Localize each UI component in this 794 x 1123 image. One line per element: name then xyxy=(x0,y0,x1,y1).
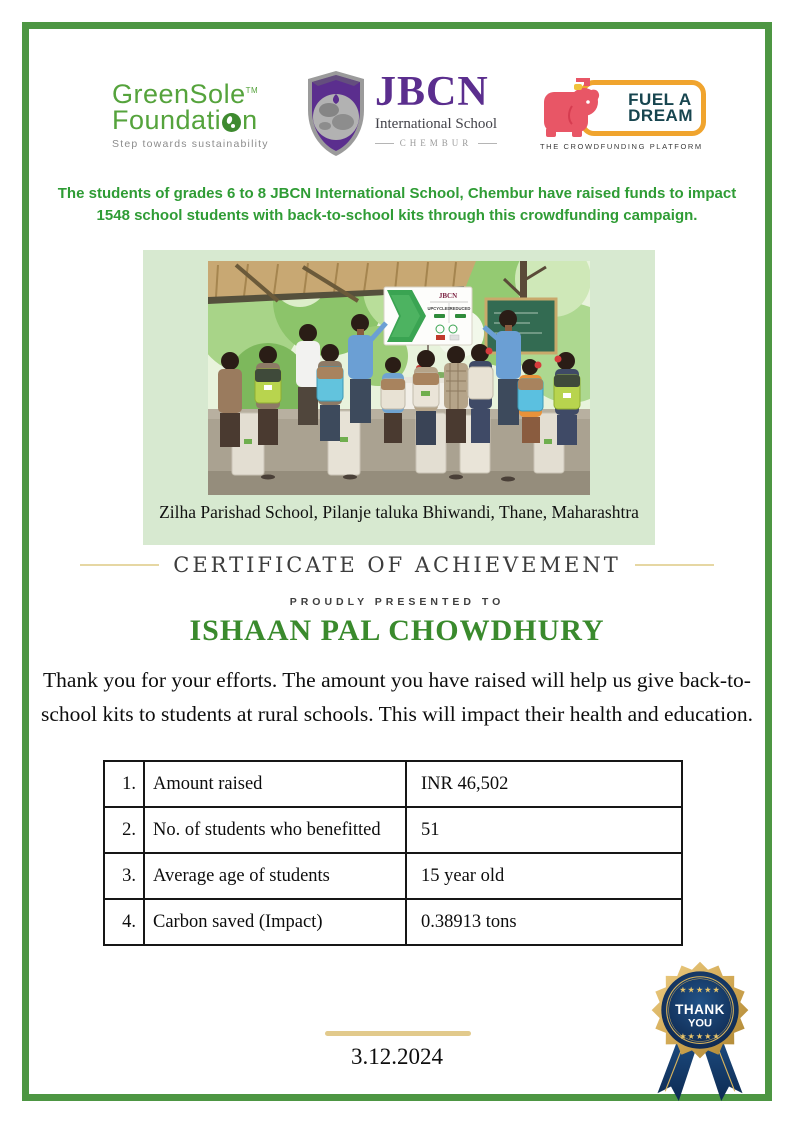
row-label: Average age of students xyxy=(144,853,406,899)
jbcn-acronym: JBCN xyxy=(375,69,489,115)
banner-col1-text: UPCYCLED xyxy=(427,306,451,311)
greensole-foundation-logo xyxy=(112,78,272,150)
jbcn-school-name: International School xyxy=(375,116,498,132)
certificate-title-row xyxy=(80,553,714,577)
banner-brand-text: JBCN xyxy=(438,292,458,300)
fueladream-wordmark xyxy=(628,92,693,124)
jbcn-campus xyxy=(375,138,497,148)
trademark-symbol: TM xyxy=(245,86,259,95)
foundation-text-post: n xyxy=(242,105,258,135)
title-rule-right xyxy=(635,564,714,566)
thank-you-message xyxy=(30,663,764,731)
jbcn-campus-text: CHEMBUR xyxy=(399,138,473,148)
certificate-title: CERTIFICATE OF ACHIEVEMENT xyxy=(173,553,621,577)
fueladream-line2: DREAM xyxy=(628,106,693,125)
thank-you-badge xyxy=(642,950,758,1105)
row-value: 15 year old xyxy=(406,853,682,899)
row-value: 0.38913 tons xyxy=(406,899,682,945)
row-value: 51 xyxy=(406,807,682,853)
row-label: Amount raised xyxy=(144,761,406,807)
row-label: No. of students who benefitted xyxy=(144,807,406,853)
jbcn-text-block xyxy=(375,70,497,158)
greensole-wordmark: GreenSole xyxy=(112,79,246,109)
greensole-name xyxy=(112,78,272,107)
campaign-statement-line1: The students of grades 6 to 8 JBCN International School, Chembur have raised funds to impact xyxy=(57,185,737,202)
recipient-name: ISHAAN PAL CHOWDHURY xyxy=(189,614,605,647)
row-number: 1. xyxy=(104,761,144,807)
badge-stars-bottom: ★★★★★ xyxy=(679,1031,721,1042)
rule-left xyxy=(375,143,394,144)
impact-table xyxy=(103,760,683,946)
school-photo xyxy=(208,261,590,495)
row-label: Carbon saved (Impact) xyxy=(144,899,406,945)
rule-right xyxy=(478,143,497,144)
greensole-tagline: Step towards sustainability xyxy=(112,138,269,150)
message-line1: Thank you for your efforts. The amount you have raised will help us give back-to- xyxy=(43,668,751,692)
logo-row xyxy=(0,70,794,165)
title-rule-left xyxy=(80,564,159,566)
badge-thank: THANK xyxy=(675,1001,725,1017)
badge-you: YOU xyxy=(687,1017,713,1030)
badge-stars-top: ★★★★★ xyxy=(679,984,721,995)
row-number: 2. xyxy=(104,807,144,853)
campaign-statement xyxy=(40,183,754,227)
fueladream-tagline: THE CROWDFUNDING PLATFORM xyxy=(540,142,703,151)
row-number: 3. xyxy=(104,853,144,899)
table-row xyxy=(104,899,682,945)
elephant-icon xyxy=(538,72,610,140)
message-line2: school kits to students at rural schools. This will impact their health and education. xyxy=(41,702,753,726)
school-photo-illustration xyxy=(208,261,590,495)
certificate-date: 3.12.2024 xyxy=(351,1044,443,1069)
jbcn-school-logo xyxy=(305,70,500,158)
row-number: 4. xyxy=(104,899,144,945)
photo-caption: Zilha Parishad School, Pilanje taluka Bhiwandi, Thane, Maharashtra xyxy=(159,502,639,522)
table-row xyxy=(104,807,682,853)
jbcn-shield-icon xyxy=(305,70,367,158)
table-row xyxy=(104,761,682,807)
row-value: INR 46,502 xyxy=(406,761,682,807)
campaign-statement-line2: 1548 school students with back-to-school kits through this crowdfunding campaign. xyxy=(96,207,698,224)
footprint-icon xyxy=(222,113,241,132)
foundation-text-pre: Foundati xyxy=(112,105,222,135)
presented-to-label: PROUDLY PRESENTED TO xyxy=(289,596,505,608)
banner-col2-text: REDUCED xyxy=(449,306,471,311)
table-row xyxy=(104,853,682,899)
greensole-foundation-word xyxy=(112,107,272,134)
fueladream-line1: FUEL A xyxy=(628,90,692,109)
photo-panel xyxy=(143,250,655,545)
date-rule xyxy=(325,1031,471,1036)
